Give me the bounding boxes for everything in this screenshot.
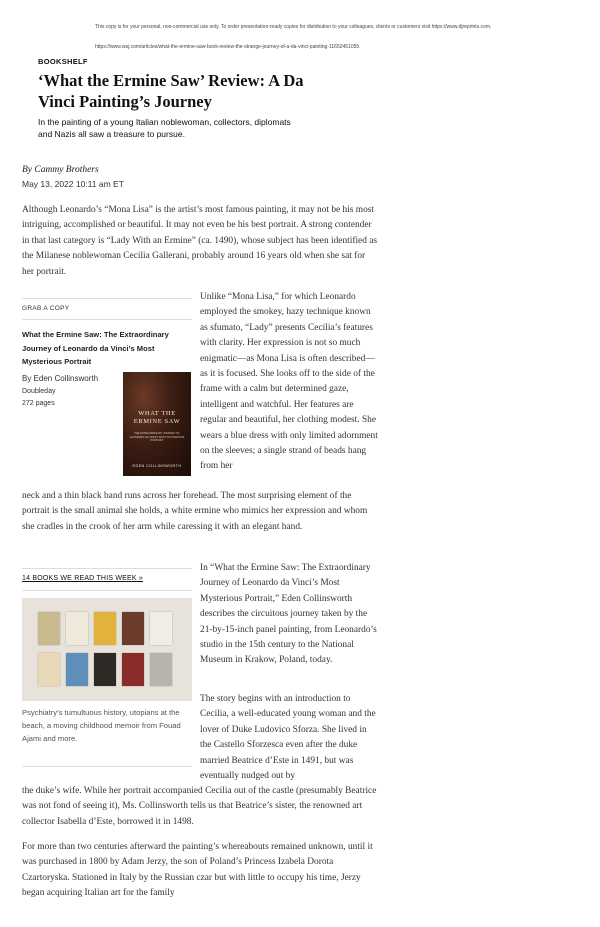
books-gallery-caption: Psychiatry’s tumultuous history, utopians at the beach, a moving childhood memoir from Fouad Ajami and more.	[22, 708, 181, 743]
byline	[22, 165, 99, 175]
paragraph-1: Although Leonardo’s “Mona Lisa” is the artist’s most famous painting, it may not be his most intriguing, accomplished or beautiful. It may not even be his best portrait. A strong contender in that last category is “Lady With an Ermine” (ca. 1490), whose subject has been identified as the Milanese noblewoman Cecilia Gallerani, probably around 16 years old when she sat for her portrait.	[22, 205, 378, 277]
gallery-book	[94, 612, 116, 645]
headline: ‘What the Ermine Saw’ Review: A Da Vinci Painting’s Journey	[38, 71, 304, 111]
gallery-book	[94, 653, 116, 686]
dek: In the painting of a young Italian noblewoman, collectors, diplomats and Nazis all saw a treasure to pursue.	[38, 117, 291, 139]
gallery-book	[38, 653, 60, 686]
gallery-book	[66, 653, 88, 686]
cover-title: WHAT THE ERMINE SAW	[133, 410, 181, 425]
sidebar-rule-mid	[22, 319, 192, 320]
paragraph-4-column: The story begins with an introduction to Cecilia, a well-educated young woman and the lover of Duke Ludovico Sforza. She lived in the Castello Sforzesca even after the duke married Beatrice d’Este in 1491, but was eventually nudged out by	[200, 694, 376, 782]
paragraph-2-continued: neck and a thin black band runs across her forehead. The most surprising element of the portrait is the small animal she holds, a white ermine who mimics her expression and whom she cradles in the crook of her arm while caressing it with an elegant hand.	[22, 491, 368, 532]
section-label[interactable]: BOOKSHELF	[38, 57, 88, 66]
book-title[interactable]: What the Ermine Saw: The Extraordinary Journey of Leonardo da Vinci’s Most Mysterious Portrait	[22, 330, 169, 367]
books-we-read-link[interactable]: 14 BOOKS WE READ THIS WEEK »	[22, 575, 144, 582]
cover-subtitle: THE EXTRAORDINARY JOURNEY OF LEONARDO DA VINCI'S MOST MYSTERIOUS PORTRAIT	[129, 432, 185, 443]
gallery-book	[66, 612, 88, 645]
gallery-book	[122, 612, 144, 645]
promo-rule-mid	[22, 590, 192, 591]
book-author: By Eden Collinsworth	[22, 374, 99, 383]
book-pages: 272 pages	[22, 400, 55, 407]
byline-prefix: By	[22, 165, 35, 175]
gallery-book	[150, 653, 172, 686]
book-cover-image[interactable]	[123, 372, 191, 476]
cover-author: EDEN COLLINSWORTH	[132, 464, 182, 468]
paragraph-3-column: In “What the Ermine Saw: The Extraordinary Journey of Leonardo da Vinci’s Most Mysterious Portrait,” Eden Collinsworth describes the circuitous journey taken by the 21-by-15-inch panel painting, from Leonardo’s studio in the 15th century to the National Museum in Krakow, Poland, today.	[200, 563, 377, 666]
publish-date: May 13, 2022 10:11 am ET	[22, 179, 124, 189]
gallery-book	[38, 612, 60, 645]
paragraph-5: For more than two centuries afterward the painting’s whereabouts remained unknown, until it was purchased in 1800 by Adam Jerzy, the son of Poland’s Princess Izabela Dorota Czartoryska. Stationed in Italy by the Russian czar but with little to occupy his time, Jerzy began acquiring Italian art for the family	[22, 842, 373, 899]
author-link[interactable]: Cammy Brothers	[34, 165, 99, 175]
book-publisher: Doubleday	[22, 388, 56, 395]
promo-rule-bottom	[22, 766, 192, 767]
sidebar-rule-top	[22, 298, 192, 299]
promo-rule-top	[22, 568, 192, 569]
paragraph-2-column: Unlike “Mona Lisa,” for which Leonardo employed the smokey, hazy technique known as sfumato, “Lady” presents Cecilia’s features with clarity. Her expression is not so much enigmatic—as Mona Lisa is often described—as it is focused. She looks off to the side of the frame with a calm but determined gaze, intelligent and watchful. Her features are regular and beautiful, her clothing modest. She wears a blue dress with only limited adornment on the sleeves; a single strand of beads hang from her	[200, 292, 378, 472]
gallery-book	[122, 653, 144, 686]
grab-a-copy-label: GRAB A COPY	[22, 305, 70, 312]
paragraph-4-continued: the duke’s wife. While her portrait accompanied Cecilia out of the castle (presumably Beatrice was not fond of seeing it), Ms. Collinsworth tells us that Beatrice’s sister, the renowned art collector Isabella d’Este, borrowed it in 1498.	[22, 786, 377, 827]
gallery-book	[150, 612, 172, 645]
reprint-notice: This copy is for your personal, non-commercial use only. To order presentation-ready copies for distribution to your colleagues, clients or customers visit https://www.djreprints.com.	[95, 24, 492, 30]
article-url[interactable]: https://www.wsj.com/articles/what-the-ermine-saw-book-review-the-strange-journey-of-a-da-vinci-painting-11652451055	[95, 44, 360, 50]
books-gallery-image[interactable]	[22, 598, 192, 701]
